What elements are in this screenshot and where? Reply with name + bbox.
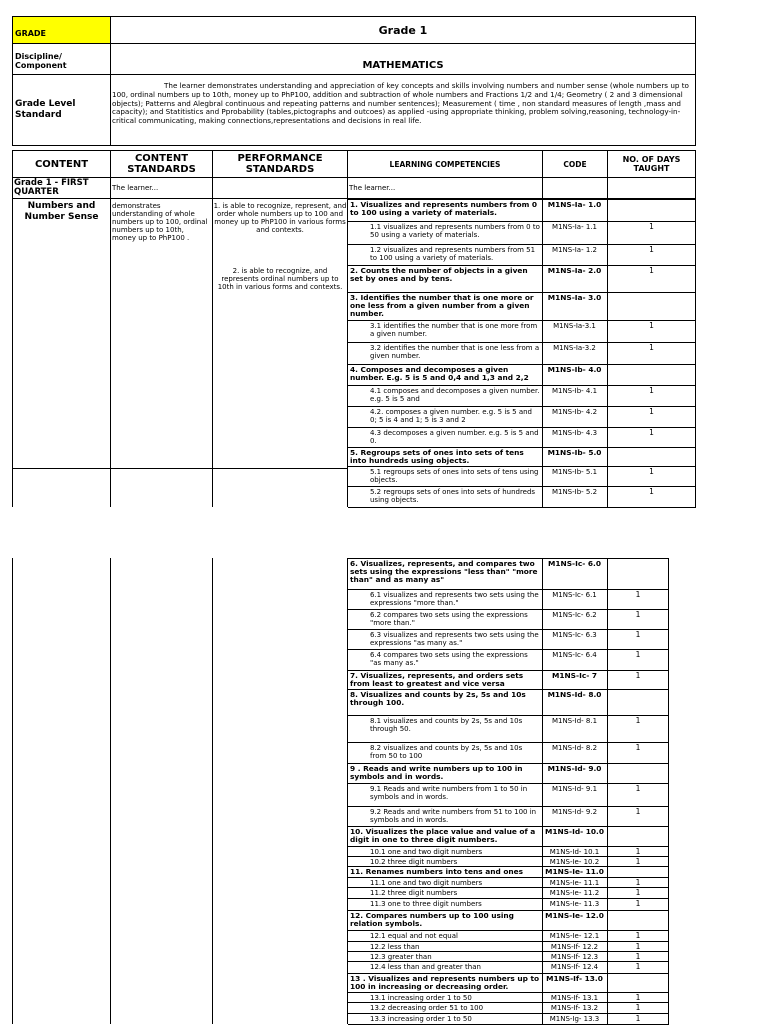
competency-text: 11.2 three digit numbers	[370, 889, 458, 897]
competency-code: M1NS-If- 12.2	[550, 943, 599, 951]
competency-code: M1NS-Ig- 13.3	[549, 1015, 600, 1023]
performance-standard-1: 1. is able to recognize, represent, and order whole numbers up to 100 and money up to PhP100 in various forms and contexts.	[213, 202, 347, 234]
header-content-standards-label: CONTENT STANDARDS	[127, 153, 196, 175]
competency-code: M1NS-Id- 9.2	[551, 808, 598, 816]
grade-label: GRADE	[15, 29, 47, 38]
competency-row	[348, 941, 669, 951]
competency-text: 1.1 visualizes and represents numbers from 0 to 50 using a variety of materials.	[370, 223, 540, 239]
competency-days: 1	[635, 743, 641, 752]
competency-row	[348, 742, 669, 763]
competency-row	[348, 221, 696, 244]
competency-text: 12. Compares numbers up to 100 using relation symbols.	[350, 911, 514, 928]
competency-code: M1NS-Ie- 11.2	[549, 889, 600, 897]
competency-row	[348, 1002, 669, 1013]
competency-row	[348, 930, 669, 941]
competency-code: M1NS-Ib- 5.0	[547, 448, 602, 457]
content-standard-text: demonstrates understanding of whole numbers up to 100, ordinal numbers up to 10th, money up to PhP100 .	[112, 202, 208, 242]
gls-text-cell	[110, 74, 696, 146]
gls-text: The learner demonstrates understanding and appreciation of key concepts and skills involving numbers and number sense (whole numbers up to 100, ordinal numbers up to 10th, money up to PhP100, addition and subtraction of whole numbers and Fractions 1/2 and 1/4; Geometry ( 2 and 3 dimensional objects); Patterns and Alegbral continuous and repeating patterns and number sentences); Measurement ( time , non standard measures of length ,mass and capacity); and Statitistics and Pprobability (tables,pictographs and outcoes) as applied -using appropriate thinking, problem solving,reasoning, technology-in-critical communicating, making connections,representations and decisions in real life.	[112, 81, 689, 126]
header-performance-standards	[212, 150, 348, 178]
competency-row	[348, 558, 669, 589]
competency-text: 6.4 compares two sets using the expressions "as many as."	[370, 651, 528, 667]
competency-code: M1NS-If- 12.4	[550, 963, 599, 971]
competency-days: 1	[635, 590, 641, 599]
competency-days: 1	[649, 428, 654, 437]
competency-days: 1	[649, 467, 654, 476]
competency-text: 12.4 less than and greater than	[370, 963, 481, 971]
competency-text: 9.1 Reads and write numbers from 1 to 50 in symbols and in words.	[370, 785, 528, 801]
competency-code: M1NS-Ie- 11.0	[545, 867, 604, 876]
competency-text: 13.3 increasing order 1 to 50	[370, 1015, 472, 1023]
competency-row	[348, 385, 696, 406]
competency-code: M1NS-Id- 8.1	[551, 717, 598, 725]
competency-code: M1NS-Ia-3.1	[553, 322, 596, 330]
competency-row	[348, 342, 696, 364]
competency-row	[348, 427, 696, 447]
competency-days: 1	[649, 222, 654, 231]
content-standards-intro: The learner...	[112, 184, 159, 192]
gls-label-cell	[12, 74, 111, 146]
competency-row	[348, 447, 696, 466]
competency-text: 12.3 greater than	[370, 953, 432, 961]
competency-text: 10.1 one and two digit numbers	[370, 848, 483, 856]
header-content-label: CONTENT	[34, 159, 89, 170]
competency-code: M1NS-Ib- 4.3	[551, 429, 598, 437]
competency-days: 1	[649, 245, 654, 254]
competency-text: 12.2 less than	[370, 943, 420, 951]
competency-text: 10.2 three digit numbers	[370, 858, 458, 866]
competency-days: 1	[635, 1014, 641, 1023]
competency-row	[348, 466, 696, 486]
competency-row	[348, 992, 669, 1002]
competency-days: 1	[649, 386, 654, 395]
competency-text: 3.1 identifies the number that is one more from a given number.	[370, 322, 538, 338]
header-performance-standards-label: PERFORMANCE STANDARDS	[237, 153, 323, 175]
header-content-standards	[110, 150, 213, 178]
competency-days: 1	[635, 931, 641, 940]
competency-text: 5. Regroups sets of ones into sets of tens into hundreds using objects.	[350, 448, 524, 465]
grade-value-cell	[110, 16, 696, 44]
competency-row	[348, 292, 696, 320]
competency-code: M1NS-Id- 8.2	[551, 744, 598, 752]
competency-code: M1NS-Id- 8.0	[547, 690, 602, 699]
competency-code: M1NS-Id- 10.1	[549, 848, 600, 856]
competency-text: 12.1 equal and not equal	[370, 932, 458, 940]
competency-row	[348, 887, 669, 898]
competency-days: 1	[635, 952, 641, 961]
competency-row	[348, 649, 669, 670]
competency-row	[348, 763, 669, 783]
competency-code: M1NS-Ie- 12.0	[545, 911, 604, 920]
competency-days: 1	[635, 888, 641, 897]
competency-text: 4. Composes and decomposes a given number. E.g. 5 is 5 and 0,4 and 1,3 and 2,2	[350, 365, 529, 382]
competency-code: M1NS-Id- 9.0	[547, 764, 602, 773]
competency-text: 13 . Visualizes and represents numbers up to 100 in increasing or decreasing order.	[350, 974, 540, 991]
grade-value: Grade 1	[378, 24, 428, 37]
competency-row	[348, 910, 669, 930]
competency-days: 1	[635, 847, 641, 856]
competency-row	[348, 783, 669, 806]
competency-text: 7. Visualizes, represents, and orders sets from least to greatest and vice versa	[350, 671, 524, 688]
grade-label-cell	[12, 16, 111, 44]
competency-text: 8.2 visualizes and counts by 2s, 5s and 10s from 50 to 100	[370, 744, 523, 760]
competency-code: M1NS-Ia- 3.0	[547, 293, 602, 302]
competency-code: M1NS-Ib- 4.1	[551, 387, 598, 395]
competency-code: M1NS-Ie- 11.1	[549, 879, 600, 887]
competency-text: 11.3 one to three digit numbers	[370, 900, 482, 908]
competency-text: 6. Visualizes, represents, and compares two sets using the expressions "less than" "more than" and as many as"	[350, 559, 538, 584]
competency-days: 1	[635, 650, 641, 659]
competency-code: M1NS-Ic- 6.4	[552, 651, 597, 659]
competency-days: 1	[649, 343, 654, 352]
competency-code: M1NS-Ia- 1.2	[552, 246, 597, 254]
discipline-value: MATHEMATICS	[362, 60, 444, 71]
competency-row	[348, 609, 669, 629]
competency-row	[348, 670, 669, 689]
competency-row	[348, 199, 696, 221]
competency-code: M1NS-Ia-3.2	[553, 344, 596, 352]
header-code-label: CODE	[563, 160, 587, 169]
competency-text: 6.2 compares two sets using the expressions "more than."	[370, 611, 528, 627]
competency-code: M1NS-If- 13.2	[550, 1004, 599, 1012]
competency-row	[348, 961, 669, 973]
competency-code: M1NS-If- 13.0	[546, 974, 603, 983]
competency-days: 1	[635, 784, 641, 793]
competency-row	[348, 589, 669, 609]
competency-days: 1	[635, 1003, 641, 1012]
competency-text: 1.2 visualizes and represents numbers from 51 to 100 using a variety of materials.	[370, 246, 536, 262]
competency-text: 10. Visualizes the place value and value of a digit in one to three digit numbers.	[350, 827, 536, 844]
competency-row	[348, 866, 669, 877]
competency-row	[348, 856, 669, 866]
header-days	[607, 150, 696, 178]
competency-text: 5.1 regroups sets of ones into sets of tens using objects.	[370, 468, 539, 484]
competency-text: 6.3 visualizes and represents two sets using the expressions "as many as."	[370, 631, 539, 647]
competency-code: M1NS-Ib- 5.2	[551, 488, 598, 496]
competency-row	[348, 1013, 669, 1024]
competency-days: 1	[635, 878, 641, 887]
competency-code: M1NS-Ie- 12.1	[549, 932, 600, 940]
discipline-label: Discipline/ Component	[15, 52, 67, 70]
competency-text: 3.2 identifies the number that is one less from a given number.	[370, 344, 540, 360]
header-days-label: NO. OF DAYS TAUGHT	[622, 155, 681, 173]
competency-code: M1NS-Ic- 6.1	[552, 591, 597, 599]
content-title: Numbers and Number Sense	[24, 201, 99, 222]
competency-row	[348, 265, 696, 292]
competency-days: 1	[635, 899, 641, 908]
competency-row	[348, 951, 669, 961]
competency-code: M1NS-Id- 9.1	[551, 785, 598, 793]
competency-code: M1NS-Ib- 5.1	[551, 468, 598, 476]
competency-text: 9 . Reads and write numbers up to 100 in symbols and in words.	[350, 764, 523, 781]
competency-days: 1	[635, 671, 641, 680]
competency-days: 1	[649, 407, 654, 416]
competency-row	[348, 973, 669, 992]
competency-days: 1	[649, 487, 654, 496]
competency-code: M1NS-Ib- 4.0	[547, 365, 602, 374]
competency-code: M1NS-Ia- 2.0	[547, 266, 602, 275]
competency-text: 5.2 regroups sets of ones into sets of hundreds using objects.	[370, 488, 536, 504]
competency-text: 11. Renames numbers into tens and ones	[350, 867, 524, 876]
competencies-intro: The learner...	[349, 184, 396, 192]
competency-text: 4.3 decomposes a given number. e.g. 5 is 5 and 0.	[370, 429, 539, 445]
competency-row	[348, 689, 669, 715]
competency-row	[348, 877, 669, 887]
competency-code: M1NS-If- 13.1	[550, 994, 599, 1002]
competency-text: 2. Counts the number of objects in a given set by ones and by tens.	[350, 266, 528, 283]
competency-row	[348, 898, 669, 910]
competency-code: M1NS-If- 12.3	[550, 953, 599, 961]
performance-standard-2: 2. is able to recognize, and represents ordinal numbers up to 10th in various forms and contexts.	[217, 267, 343, 291]
competency-code: M1NS-Ic- 6.2	[552, 611, 597, 619]
competency-row	[348, 715, 669, 742]
competency-text: 13.2 decreasing order 51 to 100	[370, 1004, 484, 1012]
competency-code: M1NS-Ia- 1.0	[547, 200, 602, 209]
competency-days: 1	[635, 610, 641, 619]
competency-code: M1NS-Ic- 6.0	[548, 559, 601, 568]
competency-text: 4.1 composes and decomposes a given number. e.g. 5 is 5 and	[370, 387, 540, 403]
competency-code: M1NS-Ie- 11.3	[549, 900, 600, 908]
competency-days: 1	[635, 807, 641, 816]
competency-code: M1NS-Ic- 6.3	[552, 631, 597, 639]
competency-text: 1. Visualizes and represents numbers from 0 to 100 using a variety of materials.	[350, 200, 538, 217]
competency-text: 3. Identifies the number that is one more or one less from a given number from a given number.	[350, 293, 534, 318]
competency-days: 1	[649, 321, 654, 330]
competency-row	[348, 846, 669, 856]
competency-code: M1NS-Ib- 4.2	[551, 408, 598, 416]
header-content	[12, 150, 111, 178]
competency-days: 1	[635, 857, 641, 866]
competency-row	[348, 806, 669, 826]
competency-days: 1	[635, 716, 641, 725]
competency-text: 9.2 Reads and write numbers from 51 to 100 in symbols and in words.	[370, 808, 537, 824]
competency-days: 1	[635, 962, 641, 971]
competency-text: 6.1 visualizes and represents two sets using the expressions "more than."	[370, 591, 539, 607]
discipline-value-cell	[110, 43, 696, 75]
discipline-label-cell	[12, 43, 111, 75]
competency-row	[348, 486, 696, 507]
competency-code: M1NS-Id- 10.0	[545, 827, 604, 836]
competency-row	[348, 629, 669, 649]
competency-text: 8. Visualizes and counts by 2s, 5s and 10s through 100.	[350, 690, 526, 707]
competency-code: M1NS-Ia- 1.1	[552, 223, 597, 231]
competency-row	[348, 826, 669, 846]
competency-text: 13.1 increasing order 1 to 50	[370, 994, 472, 1002]
quarter-label: Grade 1 - FIRST QUARTER	[14, 178, 89, 197]
header-learning-competencies-label: LEARNING COMPETENCIES	[389, 160, 501, 169]
competency-row	[348, 244, 696, 265]
competency-days: 1	[635, 993, 641, 1002]
competency-text: 11.1 one and two digit numbers	[370, 879, 483, 887]
competency-code: M1NS-Ie- 10.2	[549, 858, 600, 866]
competency-days: 1	[635, 630, 641, 639]
header-learning-competencies	[347, 150, 543, 178]
competency-row	[348, 364, 696, 385]
competency-days: 1	[635, 942, 641, 951]
competency-text: 8.1 visualizes and counts by 2s, 5s and 10s through 50.	[370, 717, 523, 733]
competency-code: M1NS-Ic- 7	[552, 671, 597, 680]
competency-row	[348, 320, 696, 342]
competency-text: 4.2. composes a given number. e.g. 5 is 5 and 0; 5 is 4 and 1; 5 is 3 and 2	[370, 408, 532, 424]
header-code	[542, 150, 608, 178]
gls-label: Grade Level Standard	[15, 99, 76, 120]
competency-row	[348, 406, 696, 427]
competency-days: 1	[649, 266, 654, 275]
